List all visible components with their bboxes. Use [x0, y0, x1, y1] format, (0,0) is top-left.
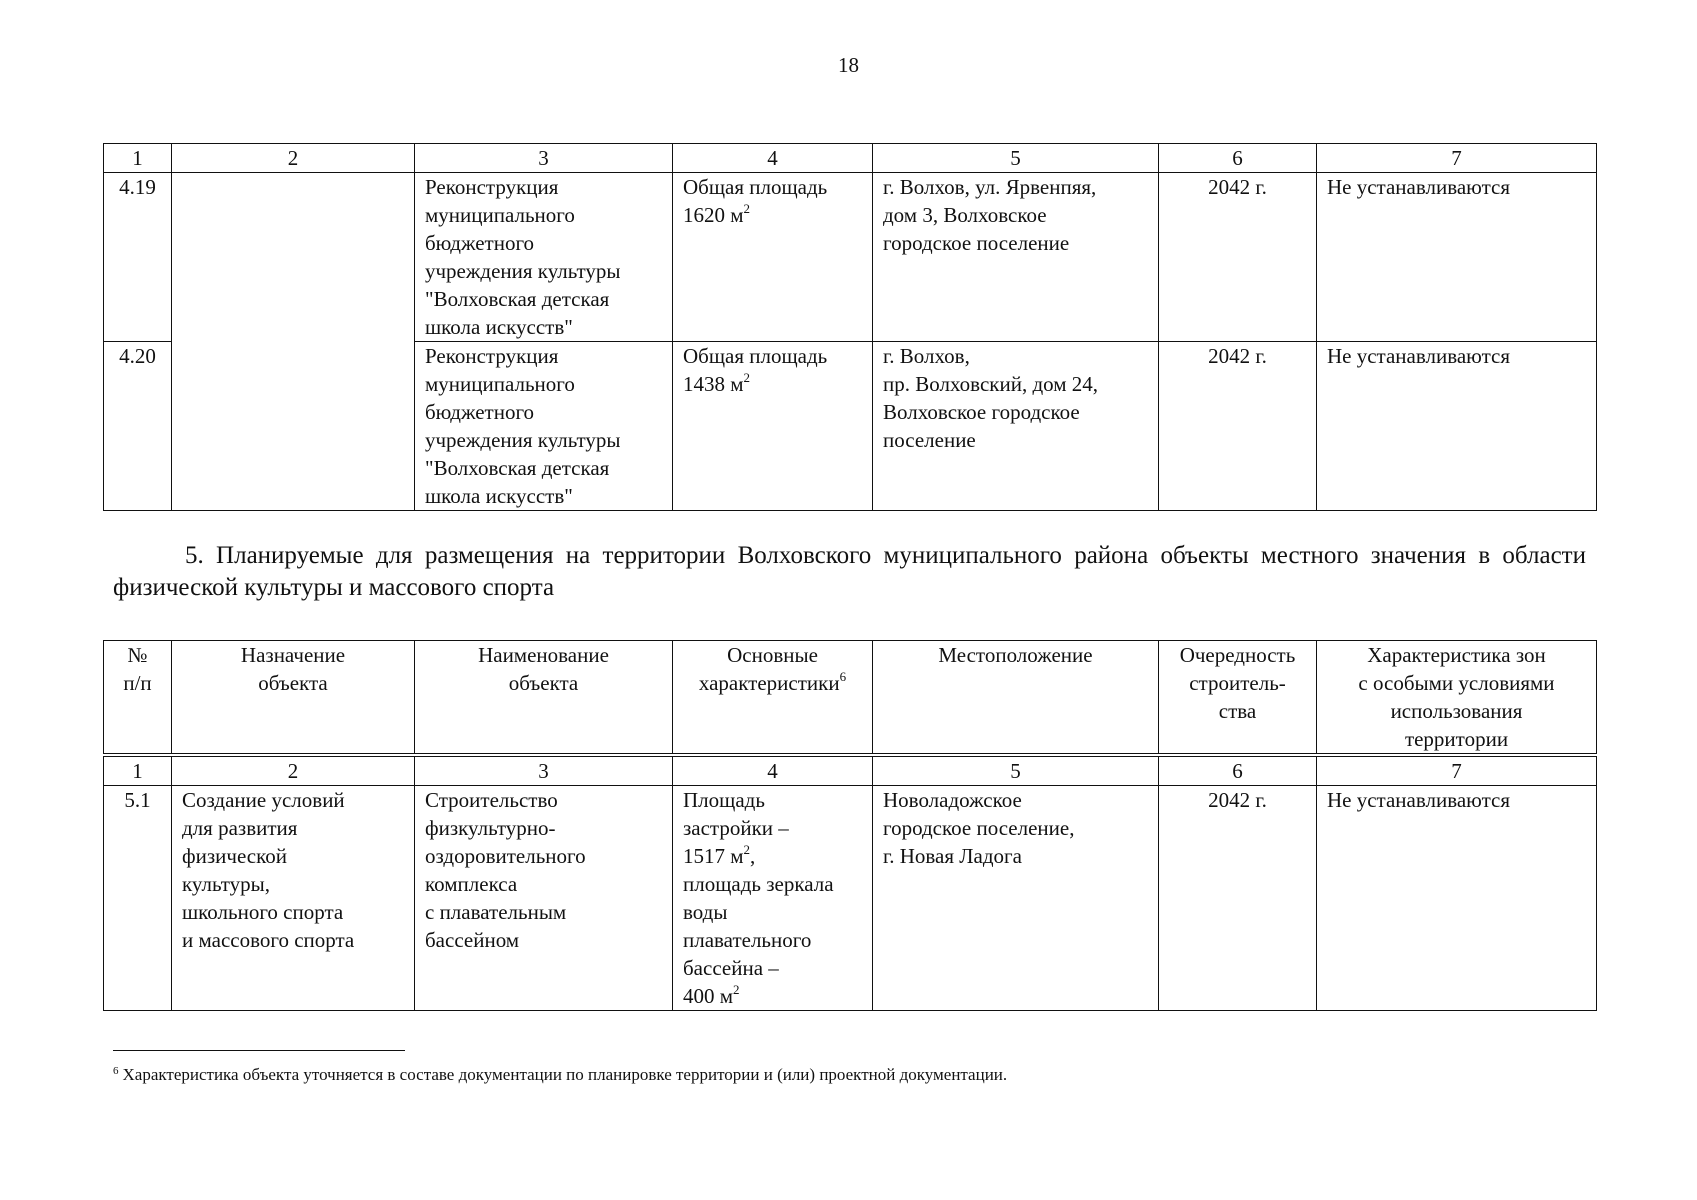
construction-year: 2042 г.: [1159, 173, 1317, 342]
column-number-row: [104, 144, 1597, 173]
header-zones: Характеристика зон с особыми условиями использования территории: [1317, 641, 1597, 756]
construction-year: 2042 г.: [1159, 342, 1317, 511]
special-zones: Не устанавливаются: [1317, 342, 1597, 511]
location: г. Волхов, пр. Волховский, дом 24, Волховское городское поселение: [873, 342, 1159, 511]
location: г. Волхов, ул. Ярвенпяя, дом 3, Волховское городское поселение: [873, 173, 1159, 342]
purpose-cell: Создание условий для развития физической культуры, школьного спорта и массового спорта: [172, 786, 415, 1011]
header-row: [104, 641, 1597, 756]
page-number: 18: [838, 53, 859, 77]
col-number: 1: [104, 144, 172, 173]
footnote-divider: [113, 1050, 405, 1051]
special-zones: Не устанавливаются: [1317, 786, 1597, 1011]
characteristics: Общая площадь 1438 $м^2$: [673, 342, 873, 511]
special-zones: Не устанавливаются: [1317, 173, 1597, 342]
footnote-marker: 6: [113, 1065, 119, 1077]
col-number: 6: [1159, 755, 1317, 786]
header-location: Местоположение: [873, 641, 1159, 756]
header-order: Очередность строитель- ства: [1159, 641, 1317, 756]
col-number: 3: [415, 144, 673, 173]
table-sports-objects: [103, 640, 1597, 1011]
section-heading: 5. Планируемые для размещения на территории Волховского муниципального района объекты местного значения в области физической культуры и массового спорта: [113, 542, 1586, 601]
col-number: 4: [673, 755, 873, 786]
table-cultural-objects: [103, 143, 1597, 511]
characteristics: Общая площадь 1620 $м^2$: [673, 173, 873, 342]
header-number: № п/п: [104, 641, 172, 756]
header-name: Наименование объекта: [415, 641, 673, 756]
footnote: [113, 1064, 1593, 1086]
col-number: 2: [172, 755, 415, 786]
table-row: [104, 173, 1597, 342]
col-number: 4: [673, 144, 873, 173]
col-number: 5: [873, 144, 1159, 173]
col-number: 6: [1159, 144, 1317, 173]
row-number: 4.19: [104, 173, 172, 342]
purpose-cell: [172, 173, 415, 511]
col-number: 2: [172, 144, 415, 173]
header-characteristics: Основные характеристики$^6$: [673, 641, 873, 756]
row-number: 5.1: [104, 786, 172, 1011]
table-row: [104, 786, 1597, 1011]
footnote-text: Характеристика объекта уточняется в составе документации по планировке территории и (или) проектной документации.: [122, 1065, 1008, 1084]
col-number: 5: [873, 755, 1159, 786]
col-number: 1: [104, 755, 172, 786]
object-name: Реконструкция муниципального бюджетного учреждения культуры "Волховская детская школа искусств": [415, 173, 673, 342]
col-number: 3: [415, 755, 673, 786]
row-number: 4.20: [104, 342, 172, 511]
characteristics: Площадь застройки – 1517 $м^2$, площадь зеркала воды плавательного бассейна – 400 $м^2$: [673, 786, 873, 1011]
column-number-row: [104, 755, 1597, 786]
header-purpose: Назначение объекта: [172, 641, 415, 756]
construction-year: 2042 г.: [1159, 786, 1317, 1011]
col-number: 7: [1317, 144, 1597, 173]
object-name: Реконструкция муниципального бюджетного учреждения культуры "Волховская детская школа искусств": [415, 342, 673, 511]
col-number: 7: [1317, 755, 1597, 786]
object-name: Строительство физкультурно- оздоровительного комплекса с плавательным бассейном: [415, 786, 673, 1011]
location: Новоладожское городское поселение, г. Новая Ладога: [873, 786, 1159, 1011]
